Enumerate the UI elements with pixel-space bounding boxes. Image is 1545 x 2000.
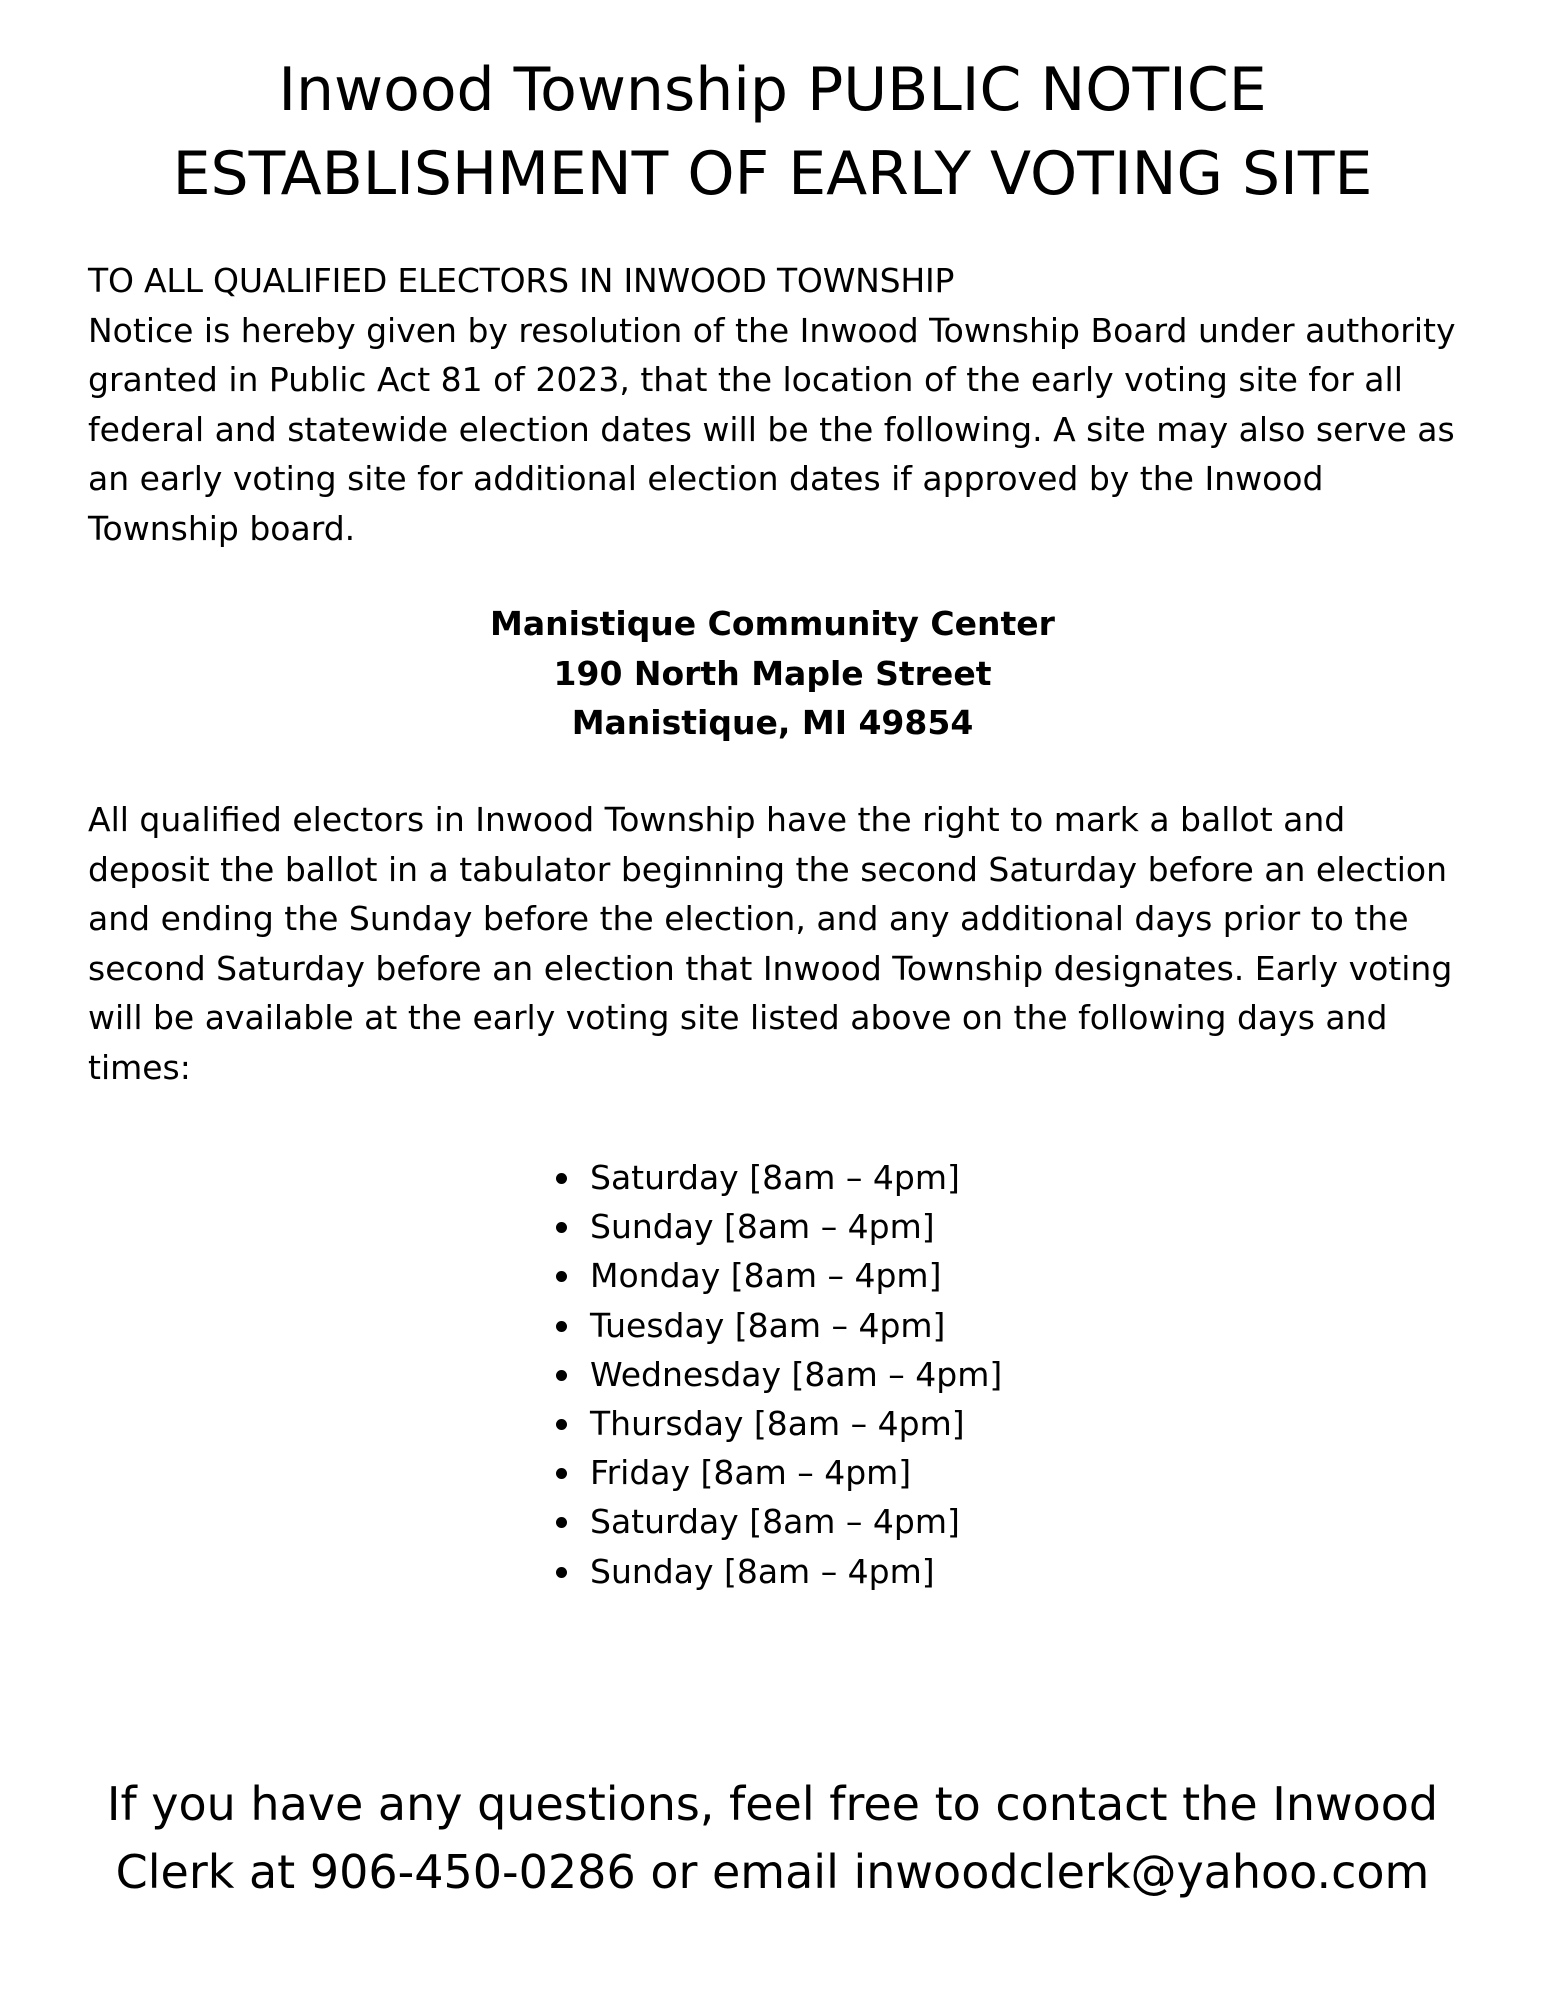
bullet-icon (556, 1517, 567, 1528)
site-name: Manistique Community Center (490, 604, 1055, 643)
salutation: TO ALL QUALIFIED ELECTORS IN INWOOD TOWNSHIP (88, 261, 955, 300)
list-item (556, 1202, 1002, 1251)
notice-text: Notice is hereby given by resolution of the Inwood Township Board under authority granted in Public Act 81 of 2023, that the location of the early voting site for all federal and statewide election dates will be the following. A site may also serve as an early voting site for additional election dates if approved by the Inwood Township board. (88, 310, 1456, 548)
site-street: 190 North Maple Street (553, 653, 992, 693)
bullet-icon (556, 1321, 567, 1332)
schedule-item-text: Sunday [8am – 4pm] (590, 1207, 935, 1247)
schedule-item-text: Thursday [8am – 4pm] (590, 1404, 965, 1444)
title-line-1: Inwood Township PUBLIC NOTICE (278, 55, 1267, 125)
site-city: Manistique, MI 49854 (571, 703, 974, 742)
title-line-2: ESTABLISHMENT OF EARLY VOTING SITE (172, 139, 1373, 209)
schedule-item-text: Saturday [8am – 4pm] (590, 1158, 960, 1197)
contact-line-2: Clerk at 906-450-0286 or email inwoodclerk@yahoo.com (115, 1845, 1430, 1899)
schedule-list (556, 1153, 1002, 1596)
rights-paragraph: All qualified electors in Inwood Township have the right to mark a ballot and deposit the ballot in a tabulator beginning the second Saturday before an election and ending the Sunday before the election, and any additional days prior to the second Saturday before an election that Inwood Township designates. Early voting will be available at the early voting site listed above on the following days and times: (88, 800, 1453, 1087)
bullet-icon (556, 1271, 567, 1282)
page-title (0, 48, 1545, 216)
schedule-item-text: Wednesday [8am – 4pm] (590, 1354, 1003, 1394)
bullet-icon (556, 1468, 567, 1479)
bullet-icon (556, 1567, 567, 1578)
list-item (556, 1448, 1002, 1497)
bullet-icon (556, 1222, 567, 1233)
contact-line-1: If you have any questions, feel free to contact the Inwood (106, 1777, 1439, 1831)
list-item (556, 1350, 1002, 1399)
schedule-item-text: Saturday [8am – 4pm] (590, 1502, 960, 1542)
contact-footer (0, 1770, 1545, 1906)
list-item (556, 1399, 1002, 1448)
bullet-icon (556, 1173, 567, 1184)
list-item (556, 1497, 1002, 1546)
schedule-item-text: Monday [8am – 4pm] (590, 1256, 942, 1296)
schedule-item-text: Tuesday [8am – 4pm] (590, 1305, 946, 1345)
voting-site-address (0, 599, 1545, 748)
schedule-item-text: Friday [8am – 4pm] (590, 1453, 912, 1493)
list-item (556, 1547, 1002, 1596)
bullet-icon (556, 1370, 567, 1381)
list-item (556, 1301, 1002, 1350)
schedule-item-text: Sunday [8am – 4pm] (590, 1551, 935, 1591)
list-item (556, 1251, 1002, 1300)
bullet-icon (556, 1419, 567, 1430)
list-item (556, 1153, 1002, 1202)
intro-paragraph (88, 256, 1473, 553)
